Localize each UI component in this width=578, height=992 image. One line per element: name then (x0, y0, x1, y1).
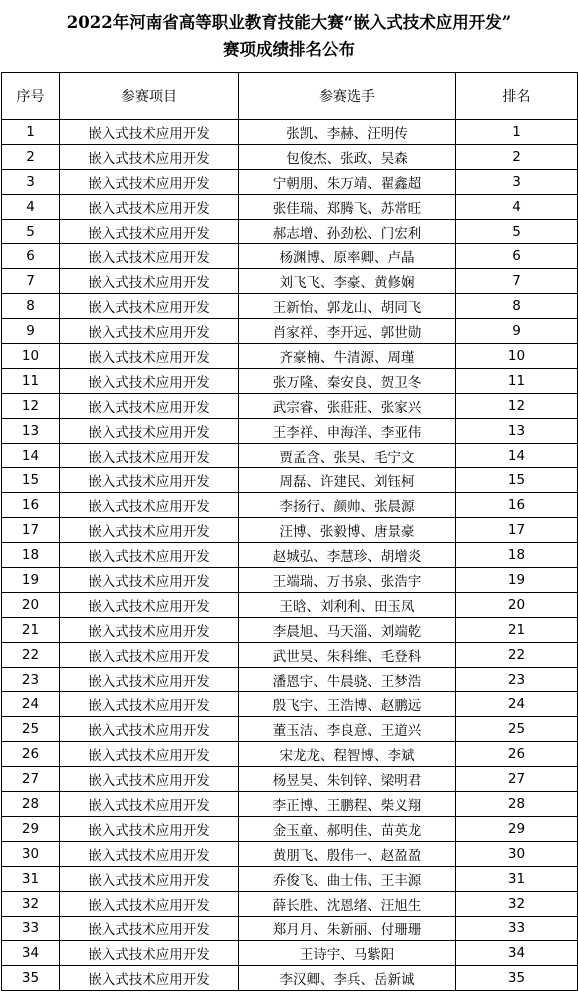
table-row (2, 966, 578, 991)
cell-project: 嵌入式技术应用开发 (60, 120, 239, 145)
table-row (2, 543, 578, 568)
cell-contestants: 薛长胜、沈恩绪、汪旭生 (239, 891, 456, 916)
table-row (2, 816, 578, 841)
cell-contestants: 郑月月、朱新丽、付珊珊 (239, 916, 456, 941)
header-rank: 排名 (456, 73, 578, 120)
cell-index: 32 (2, 891, 60, 916)
cell-index: 25 (2, 717, 60, 742)
table-row (2, 219, 578, 244)
table-row (2, 518, 578, 543)
cell-index: 27 (2, 767, 60, 792)
table-row (2, 468, 578, 493)
cell-rank: 26 (456, 742, 578, 767)
table-row (2, 717, 578, 742)
cell-contestants: 周磊、许建民、刘钰柯 (239, 468, 456, 493)
cell-rank: 28 (456, 792, 578, 817)
cell-contestants: 王李祥、申海洋、李亚伟 (239, 418, 456, 443)
cell-contestants: 杨昱昊、朱钊锌、梁明君 (239, 767, 456, 792)
header-contestants: 参赛选手 (239, 73, 456, 120)
cell-project: 嵌入式技术应用开发 (60, 518, 239, 543)
cell-project: 嵌入式技术应用开发 (60, 891, 239, 916)
cell-index: 23 (2, 667, 60, 692)
cell-rank: 14 (456, 443, 578, 468)
cell-index: 9 (2, 319, 60, 344)
cell-project: 嵌入式技术应用开发 (60, 468, 239, 493)
cell-contestants: 黄朋飞、殷伟一、赵盈盈 (239, 841, 456, 866)
table-row (2, 294, 578, 319)
cell-rank: 9 (456, 319, 578, 344)
cell-project: 嵌入式技术应用开发 (60, 717, 239, 742)
table-row (2, 344, 578, 369)
cell-index: 21 (2, 617, 60, 642)
header-index: 序号 (2, 73, 60, 120)
table-row (2, 269, 578, 294)
table-row (2, 916, 578, 941)
cell-rank: 18 (456, 543, 578, 568)
cell-index: 29 (2, 816, 60, 841)
cell-contestants: 赵城弘、李慧珍、胡增炎 (239, 543, 456, 568)
cell-project: 嵌入式技术应用开发 (60, 941, 239, 966)
cell-index: 19 (2, 568, 60, 593)
cell-project: 嵌入式技术应用开发 (60, 294, 239, 319)
cell-rank: 29 (456, 816, 578, 841)
cell-rank: 5 (456, 219, 578, 244)
cell-index: 11 (2, 368, 60, 393)
cell-contestants: 李扬行、颜帅、张晨源 (239, 493, 456, 518)
cell-project: 嵌入式技术应用开发 (60, 368, 239, 393)
cell-index: 15 (2, 468, 60, 493)
table-row (2, 393, 578, 418)
table-row (2, 592, 578, 617)
cell-contestants: 董玉洁、李良意、王道兴 (239, 717, 456, 742)
cell-index: 7 (2, 269, 60, 294)
table-row (2, 368, 578, 393)
cell-index: 24 (2, 692, 60, 717)
cell-contestants: 李汉卿、李兵、岳新诚 (239, 966, 456, 991)
cell-project: 嵌入式技术应用开发 (60, 493, 239, 518)
cell-index: 18 (2, 543, 60, 568)
document-title (0, 0, 578, 72)
cell-rank: 31 (456, 866, 578, 891)
table-row (2, 841, 578, 866)
cell-contestants: 宋龙龙、程智博、李斌 (239, 742, 456, 767)
cell-contestants: 汪博、张毅博、唐景豪 (239, 518, 456, 543)
cell-index: 35 (2, 966, 60, 991)
cell-contestants: 金玉童、郝明佳、苗英龙 (239, 816, 456, 841)
cell-rank: 21 (456, 617, 578, 642)
cell-contestants: 王诗宇、马紫阳 (239, 941, 456, 966)
cell-contestants: 郝志增、孙劲松、门宏利 (239, 219, 456, 244)
table-row (2, 667, 578, 692)
table-row (2, 194, 578, 219)
cell-contestants: 乔俊飞、曲士伟、王丰源 (239, 866, 456, 891)
table-row (2, 443, 578, 468)
cell-contestants: 齐豪楠、牛清源、周瑾 (239, 344, 456, 369)
table-row (2, 120, 578, 145)
table-row (2, 742, 578, 767)
cell-index: 6 (2, 244, 60, 269)
cell-rank: 19 (456, 568, 578, 593)
cell-index: 1 (2, 120, 60, 145)
cell-rank: 25 (456, 717, 578, 742)
cell-contestants: 刘飞飞、李豪、黄修娴 (239, 269, 456, 294)
cell-rank: 30 (456, 841, 578, 866)
cell-rank: 13 (456, 418, 578, 443)
cell-contestants: 包俊杰、张政、吴森 (239, 144, 456, 169)
table-row (2, 493, 578, 518)
cell-rank: 2 (456, 144, 578, 169)
cell-project: 嵌入式技术应用开发 (60, 543, 239, 568)
cell-rank: 33 (456, 916, 578, 941)
cell-rank: 22 (456, 642, 578, 667)
table-row (2, 891, 578, 916)
cell-index: 26 (2, 742, 60, 767)
cell-contestants: 武宗睿、张莊莊、张家兴 (239, 393, 456, 418)
cell-project: 嵌入式技术应用开发 (60, 692, 239, 717)
cell-index: 30 (2, 841, 60, 866)
cell-rank: 7 (456, 269, 578, 294)
cell-project: 嵌入式技术应用开发 (60, 642, 239, 667)
cell-index: 17 (2, 518, 60, 543)
cell-project: 嵌入式技术应用开发 (60, 916, 239, 941)
cell-rank: 15 (456, 468, 578, 493)
cell-index: 2 (2, 144, 60, 169)
table-row (2, 244, 578, 269)
cell-index: 3 (2, 169, 60, 194)
cell-contestants: 杨渊博、原率卿、卢晶 (239, 244, 456, 269)
cell-contestants: 李正博、王鹏程、柴义翔 (239, 792, 456, 817)
cell-rank: 1 (456, 120, 578, 145)
cell-index: 22 (2, 642, 60, 667)
cell-rank: 34 (456, 941, 578, 966)
cell-rank: 32 (456, 891, 578, 916)
cell-contestants: 张凯、李赫、汪明传 (239, 120, 456, 145)
cell-rank: 3 (456, 169, 578, 194)
cell-project: 嵌入式技术应用开发 (60, 617, 239, 642)
cell-project: 嵌入式技术应用开发 (60, 219, 239, 244)
cell-index: 28 (2, 792, 60, 817)
cell-project: 嵌入式技术应用开发 (60, 443, 239, 468)
cell-rank: 12 (456, 393, 578, 418)
table-body (2, 120, 578, 991)
table-row (2, 169, 578, 194)
cell-rank: 4 (456, 194, 578, 219)
cell-rank: 16 (456, 493, 578, 518)
cell-project: 嵌入式技术应用开发 (60, 269, 239, 294)
cell-project: 嵌入式技术应用开发 (60, 344, 239, 369)
table-row (2, 642, 578, 667)
table-row (2, 767, 578, 792)
cell-index: 8 (2, 294, 60, 319)
table-row (2, 792, 578, 817)
cell-rank: 11 (456, 368, 578, 393)
cell-rank: 20 (456, 592, 578, 617)
table-row (2, 941, 578, 966)
table-row (2, 418, 578, 443)
cell-index: 10 (2, 344, 60, 369)
cell-rank: 24 (456, 692, 578, 717)
cell-index: 31 (2, 866, 60, 891)
cell-contestants: 张万隆、秦安良、贺卫冬 (239, 368, 456, 393)
title-line-2: 赛项成绩排名公布 (223, 40, 355, 59)
cell-project: 嵌入式技术应用开发 (60, 742, 239, 767)
cell-rank: 27 (456, 767, 578, 792)
cell-project: 嵌入式技术应用开发 (60, 418, 239, 443)
cell-project: 嵌入式技术应用开发 (60, 319, 239, 344)
cell-project: 嵌入式技术应用开发 (60, 667, 239, 692)
cell-project: 嵌入式技术应用开发 (60, 568, 239, 593)
table-row (2, 319, 578, 344)
header-project: 参赛项目 (60, 73, 239, 120)
cell-project: 嵌入式技术应用开发 (60, 592, 239, 617)
cell-rank: 8 (456, 294, 578, 319)
cell-index: 34 (2, 941, 60, 966)
cell-contestants: 李晨旭、马天淄、刘端乾 (239, 617, 456, 642)
cell-project: 嵌入式技术应用开发 (60, 244, 239, 269)
cell-project: 嵌入式技术应用开发 (60, 393, 239, 418)
table-header-row (2, 73, 578, 120)
cell-project: 嵌入式技术应用开发 (60, 841, 239, 866)
cell-rank: 17 (456, 518, 578, 543)
cell-rank: 35 (456, 966, 578, 991)
cell-project: 嵌入式技术应用开发 (60, 144, 239, 169)
table-row (2, 568, 578, 593)
cell-index: 20 (2, 592, 60, 617)
results-table (1, 72, 578, 991)
cell-contestants: 肖家祥、李开远、郭世勋 (239, 319, 456, 344)
table-row (2, 617, 578, 642)
cell-project: 嵌入式技术应用开发 (60, 816, 239, 841)
cell-contestants: 王新怡、郭龙山、胡同飞 (239, 294, 456, 319)
cell-contestants: 殷飞宇、王浩博、赵鹏远 (239, 692, 456, 717)
title-line-1: 2022年河南省高等职业教育技能大赛“嵌入式技术应用开发” (66, 13, 512, 32)
cell-index: 13 (2, 418, 60, 443)
cell-contestants: 张佳瑞、郑腾飞、苏常旺 (239, 194, 456, 219)
cell-contestants: 贾孟含、张昊、毛宁文 (239, 443, 456, 468)
cell-project: 嵌入式技术应用开发 (60, 169, 239, 194)
table-row (2, 692, 578, 717)
table-row (2, 866, 578, 891)
cell-project: 嵌入式技术应用开发 (60, 767, 239, 792)
cell-contestants: 王端瑞、万书泉、张浩宇 (239, 568, 456, 593)
cell-index: 12 (2, 393, 60, 418)
cell-contestants: 宁朝朋、朱万靖、翟鑫超 (239, 169, 456, 194)
cell-project: 嵌入式技术应用开发 (60, 194, 239, 219)
cell-index: 33 (2, 916, 60, 941)
cell-index: 5 (2, 219, 60, 244)
cell-rank: 10 (456, 344, 578, 369)
cell-index: 14 (2, 443, 60, 468)
cell-index: 4 (2, 194, 60, 219)
cell-rank: 23 (456, 667, 578, 692)
cell-project: 嵌入式技术应用开发 (60, 866, 239, 891)
table-row (2, 144, 578, 169)
cell-index: 16 (2, 493, 60, 518)
cell-project: 嵌入式技术应用开发 (60, 792, 239, 817)
cell-rank: 6 (456, 244, 578, 269)
cell-contestants: 潘恩宇、牛晨骁、王梦浩 (239, 667, 456, 692)
cell-contestants: 武世昊、朱科维、毛登科 (239, 642, 456, 667)
cell-contestants: 王晗、刘利利、田玉凤 (239, 592, 456, 617)
cell-project: 嵌入式技术应用开发 (60, 966, 239, 991)
